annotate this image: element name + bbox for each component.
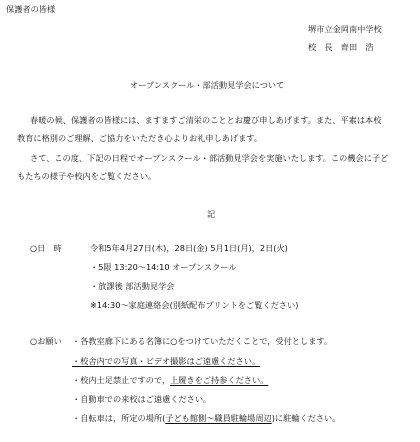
letter-title: オープンスクール・部活動見学会について	[130, 80, 285, 90]
body-paragraph-2-line-1: さて、この度、下記の日程でオープンスクール・部活動見学会を実施いたします。この機会に子ど	[30, 153, 389, 163]
ki-heading: 記	[207, 209, 216, 219]
request-bicycle-location: 子ども館側～職員駐輪場周辺	[165, 413, 272, 423]
school-name: 堺市立金岡南中学校	[308, 24, 382, 34]
schedule-item-club-visit: ・放課後 部活動見学会	[90, 281, 175, 291]
body-paragraph-1-line-1: 春暖の候、保護者の皆様には、ますますご清栄のこととお慶び申しあげます。また、平素は本校	[30, 115, 382, 125]
request-bicycle-text: ・自転車は，所定の場所(	[72, 413, 166, 423]
request-indoor-shoes-emphasis: 上履きをご持参ください。	[170, 375, 269, 385]
principal-name: 校 長 齊田 浩	[308, 42, 374, 52]
schedule-label: ○日 時	[30, 243, 62, 253]
request-bicycle-text-end: )に駐輪ください。	[271, 413, 341, 423]
body-paragraph-1-line-2: 教育に格別のご理解、ご協力をいただき心よりお礼申しあげます。	[17, 133, 262, 143]
requests-label: ○お願い	[30, 336, 62, 346]
request-no-photos: ・校舎内での写真・ビデオ撮影はご遠慮ください。	[72, 356, 261, 366]
schedule-dates: 令和5年4月27日(木)，28日(金) 5月1日(月)，2日(火)	[90, 243, 288, 253]
request-reception: ・各教室廊下にある名簿に○をつけていただくことで，受付とします。	[72, 336, 333, 346]
schedule-note-family-meeting: ※14:30～家庭連絡会(別紙配布プリントをご覧ください)	[90, 300, 299, 310]
schedule-item-open-school: ・5限 13:20～14:10 オープンスクール	[90, 262, 237, 272]
request-no-cars: ・自動車での来校はご遠慮ください。	[72, 394, 212, 404]
addressee: 保護者の皆様	[6, 4, 56, 14]
request-indoor-shoes	[72, 375, 268, 386]
body-paragraph-2-line-2: もたちの様子や校内をご覧ください。	[17, 171, 157, 181]
request-indoor-shoes-text: ・校内土足禁止ですので，	[72, 375, 171, 385]
request-bicycle-parking	[72, 413, 340, 424]
